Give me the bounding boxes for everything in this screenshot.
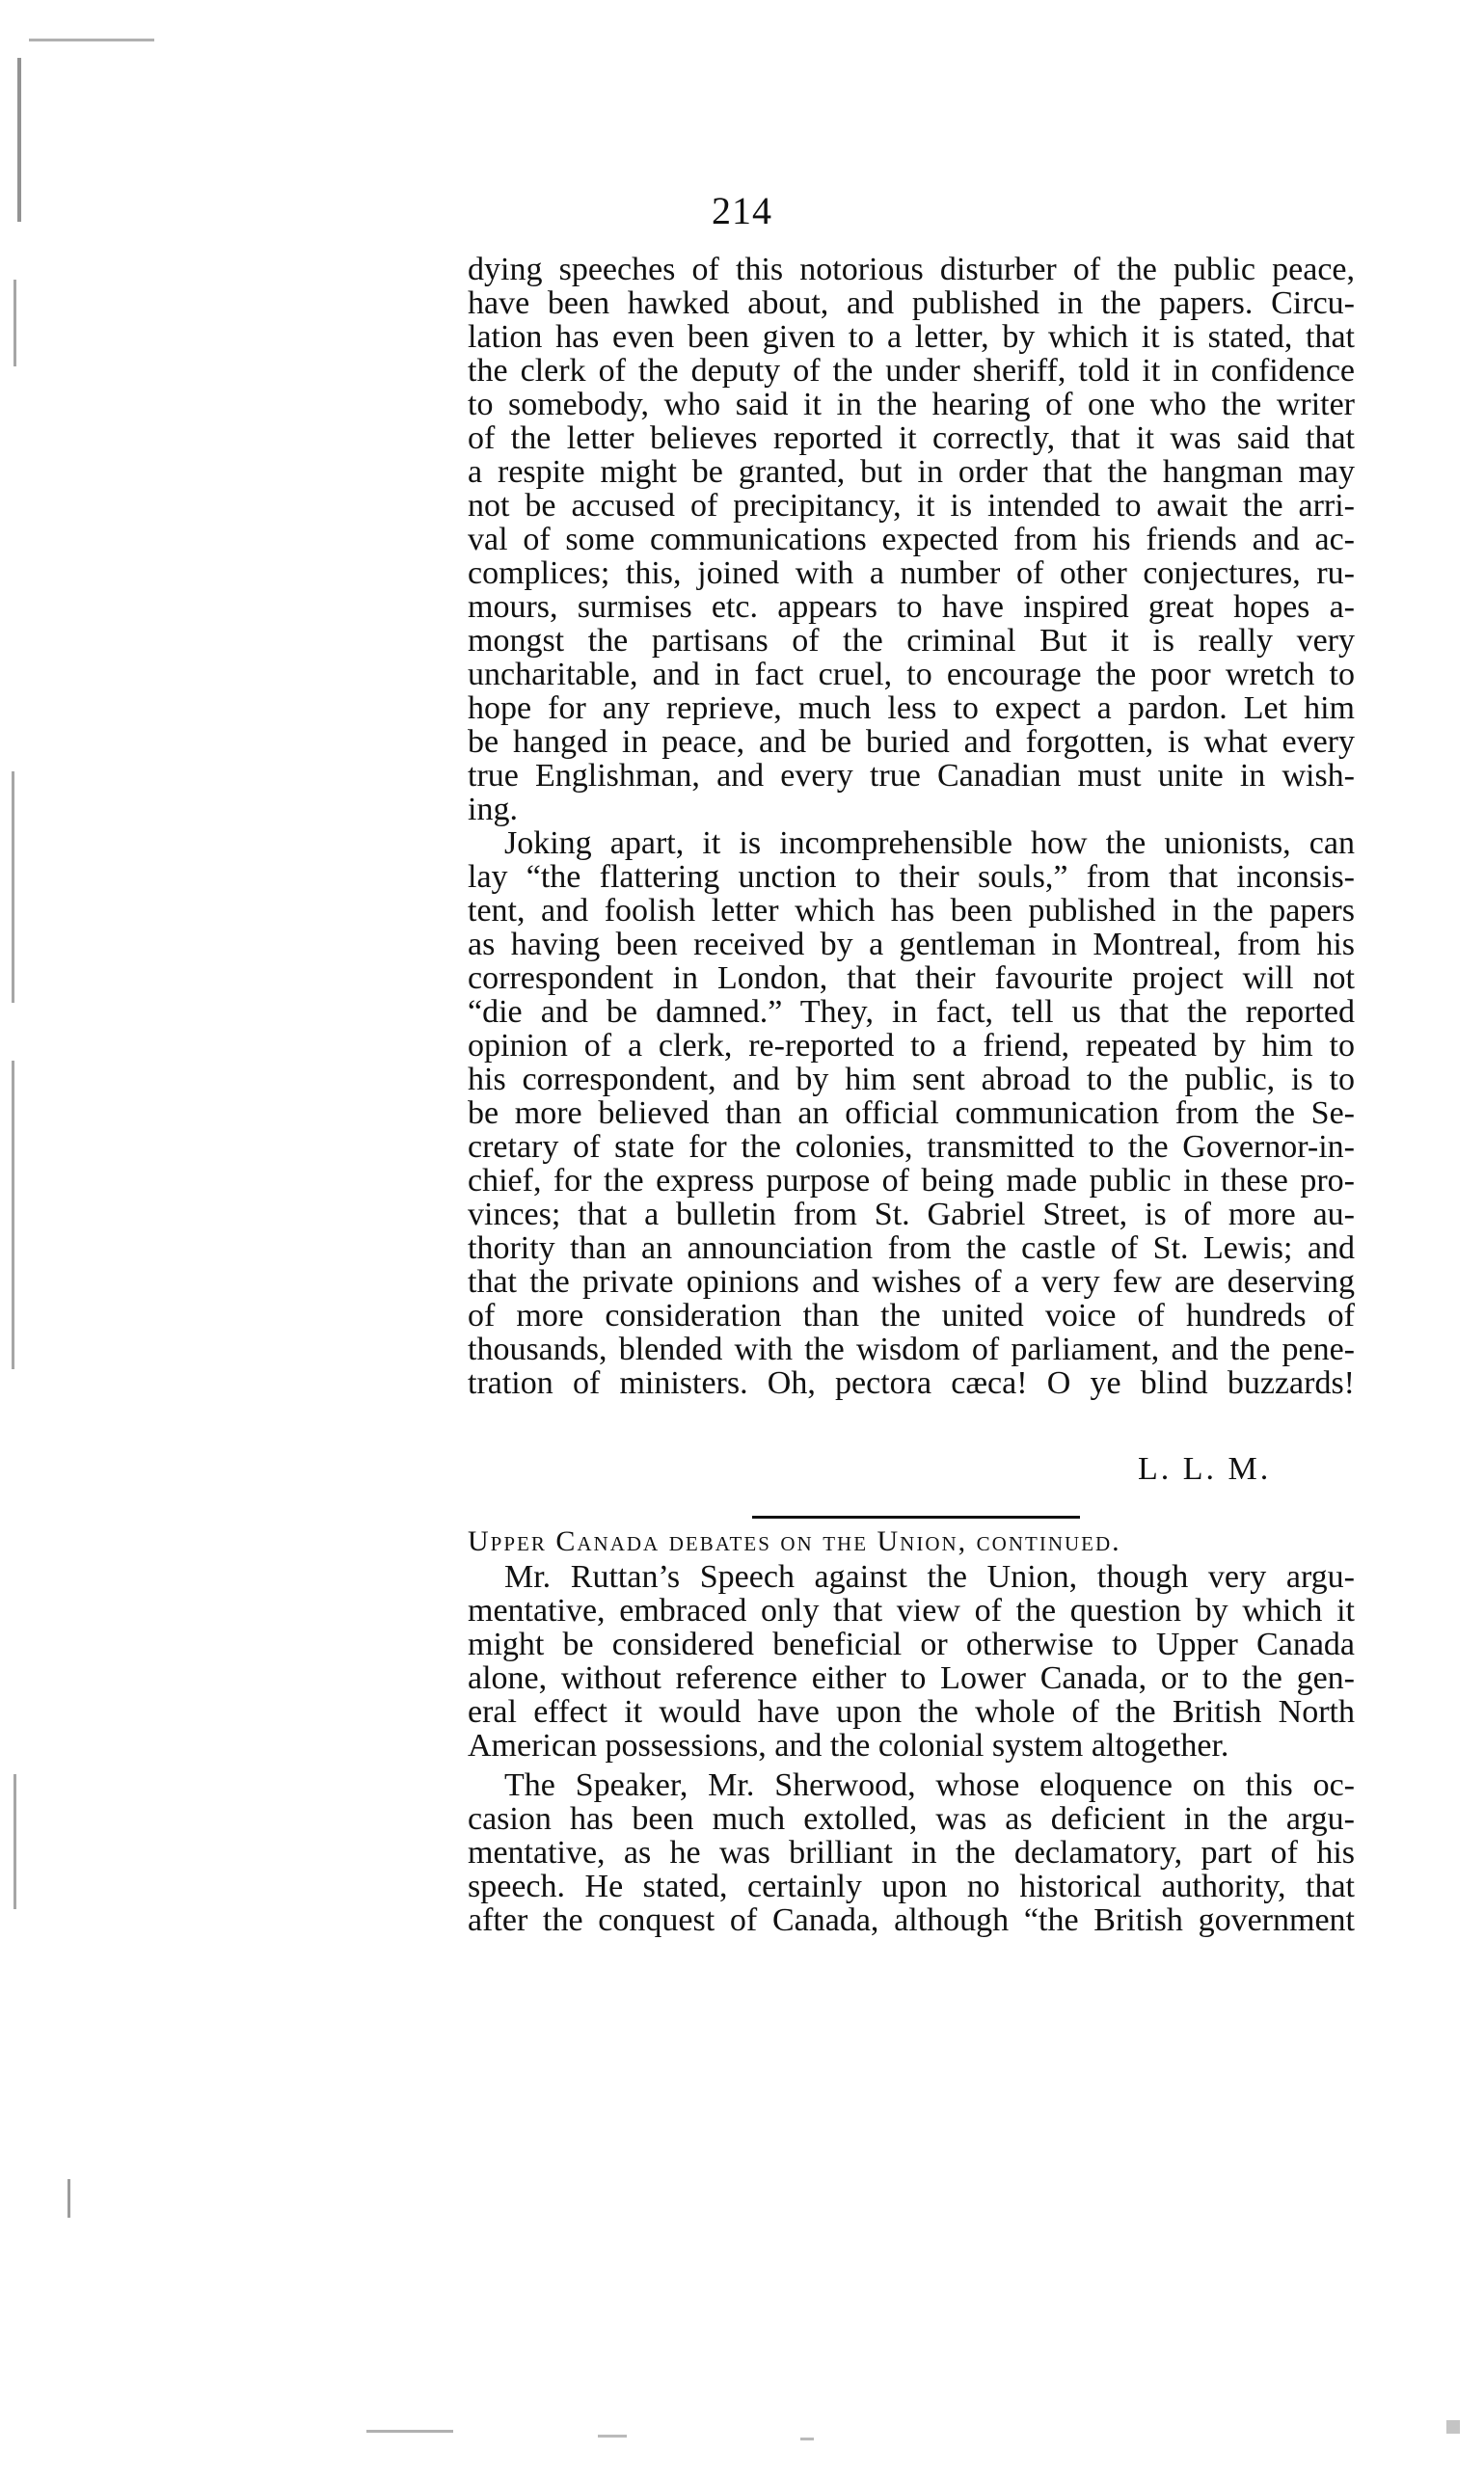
text-line: cretary of state for the colonies, transmitted to the Governor-in- <box>468 1129 1355 1165</box>
text-line: have been hawked about, and published in the papers. Circu- <box>468 285 1355 321</box>
page-number: 214 <box>712 189 772 232</box>
gutter-mark <box>13 280 16 366</box>
text-line: of the letter believes reported it correctly, that it was said that <box>468 420 1355 456</box>
text-line: a respite might be granted, but in order that the hangman may <box>468 454 1355 490</box>
paragraph-p4 <box>468 1768 1355 1937</box>
scan-speck <box>800 2438 814 2440</box>
text-line: opinion of a clerk, re-reported to a friend, repeated by him to <box>468 1028 1355 1064</box>
text-line: “die and be damned.” They, in fact, tell us that the reported <box>468 994 1355 1030</box>
text-line: uncharitable, and in fact cruel, to encourage the poor wretch to <box>468 657 1355 692</box>
text-line: chief, for the express purpose of being made public in these pro- <box>468 1163 1355 1199</box>
section-divider <box>752 1516 1080 1519</box>
text-line: complices; this, joined with a number of other conjectures, ru- <box>468 555 1355 591</box>
text-line: The Speaker, Mr. Sherwood, whose eloquence on this oc- <box>504 1767 1355 1803</box>
text-line: tent, and foolish letter which has been published in the papers <box>468 893 1355 929</box>
text-line: mongst the partisans of the criminal But it is really very <box>468 623 1355 659</box>
scan-speck <box>598 2435 627 2438</box>
text-line: thousands, blended with the wisdom of parliament, and the pene- <box>468 1332 1355 1367</box>
text-line: val of some communications expected from his friends and ac- <box>468 522 1355 557</box>
text-line: Mr. Ruttan’s Speech against the Union, though very argu- <box>504 1559 1355 1595</box>
text-line: be more believed than an official communication from the Se- <box>468 1095 1355 1131</box>
text-line: be hanged in peace, and be buried and forgotten, is what every <box>468 724 1355 760</box>
text-line: mentative, as he was brilliant in the declamatory, part of his <box>468 1835 1355 1871</box>
text-line: thority than an announciation from the castle of St. Lewis; and <box>468 1230 1355 1266</box>
text-line: casion has been much extolled, was as deficient in the argu- <box>468 1801 1355 1837</box>
paragraph-p3 <box>468 1560 1355 1763</box>
text-line: the clerk of the deputy of the under sheriff, told it in confidence <box>468 353 1355 389</box>
text-line: mentative, embraced only that view of the question by which it <box>468 1593 1355 1629</box>
text-line: of more consideration than the united voice of hundreds of <box>468 1298 1355 1334</box>
text-line: speech. He stated, certainly upon no historical authority, that <box>468 1869 1355 1904</box>
text-line: correspondent in London, that their favourite project will not <box>468 960 1355 996</box>
gutter-mark <box>12 771 14 1003</box>
text-line: as having been received by a gentleman in Montreal, from his <box>468 927 1355 962</box>
text-line: Joking apart, it is incomprehensible how the unionists, can <box>504 825 1355 861</box>
gutter-mark <box>13 1774 16 1909</box>
text-line: ing. <box>468 792 518 827</box>
gutter-mark <box>366 2430 453 2433</box>
text-line: eral effect it would have upon the whole of the British North <box>468 1694 1355 1730</box>
text-line: not be accused of precipitancy, it is intended to await the arri- <box>468 488 1355 524</box>
gutter-mark <box>12 1061 14 1369</box>
text-line: to somebody, who said it in the hearing of one who the writer <box>468 387 1355 422</box>
text-line: that the private opinions and wishes of a very few are deserving <box>468 1264 1355 1300</box>
text-line: after the conquest of Canada, although “the British government <box>468 1902 1355 1938</box>
gutter-mark <box>67 2179 70 2218</box>
paragraph-p2 <box>468 826 1355 1400</box>
text-line: his correspondent, and by him sent abroad to the public, is to <box>468 1062 1355 1097</box>
text-line: American possessions, and the colonial system altogether. <box>468 1728 1229 1764</box>
text-line: might be considered beneficial or otherwise to Upper Canada <box>468 1627 1355 1662</box>
section-heading: Upper Canada debates on the Union, continued. <box>468 1525 1121 1557</box>
text-line: hope for any reprieve, much less to expect a pardon. Let him <box>468 690 1355 726</box>
text-line: lay “the flattering unction to their souls,” from that inconsis- <box>468 859 1355 895</box>
text-line: tration of ministers. Oh, pectora cæca! O ye blind buzzards! <box>468 1365 1355 1401</box>
text-line: alone, without reference either to Lower Canada, or to the gen- <box>468 1660 1355 1696</box>
section-text <box>468 1560 1355 1937</box>
text-line: vinces; that a bulletin from St. Gabriel Street, is of more au- <box>468 1197 1355 1232</box>
signature: L. L. M. <box>1138 1451 1272 1487</box>
scan-speck <box>1446 2420 1460 2434</box>
text-line: dying speeches of this notorious disturber of the public peace, <box>468 252 1355 287</box>
text-line: true Englishman, and every true Canadian must unite in wish- <box>468 758 1355 794</box>
text-line: lation has even been given to a letter, by which it is stated, that <box>468 319 1355 355</box>
paragraph-p1 <box>468 253 1355 826</box>
main-text <box>468 253 1355 1400</box>
gutter-mark <box>29 39 154 41</box>
text-line: mours, surmises etc. appears to have inspired great hopes a- <box>468 589 1355 625</box>
